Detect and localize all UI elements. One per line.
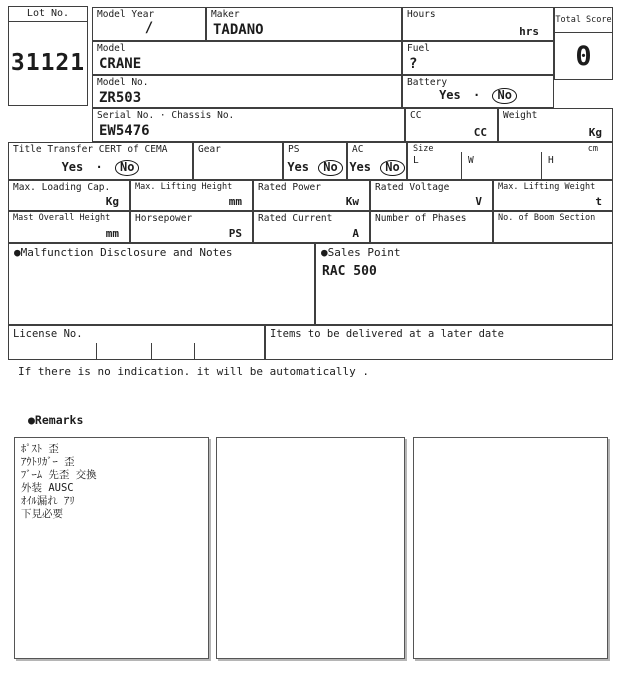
horsepower-unit: PS <box>228 227 242 240</box>
ps-yes: Yes <box>287 160 309 175</box>
title-transfer-label: Title Transfer CERT of CEMA <box>13 144 168 155</box>
ps-no-circled: No <box>318 160 342 176</box>
horsepower-cell <box>130 211 253 243</box>
hours-unit: hrs <box>519 25 539 38</box>
sales-point-label: ●Sales Point <box>321 246 401 259</box>
size-h-label: H <box>548 155 554 166</box>
total-score-label: Total Score <box>555 8 612 33</box>
cc-unit: CC <box>473 126 487 139</box>
battery-cell <box>402 75 554 108</box>
cc-cell <box>405 108 498 142</box>
total-score-value: 0 <box>575 40 592 72</box>
weight-label: Weight <box>503 110 538 121</box>
lot-label: Lot No. <box>9 7 87 22</box>
size-label: Size <box>413 144 434 154</box>
size-unit: cm <box>587 144 598 154</box>
hours-cell <box>402 7 554 41</box>
items-later-label: Items to be delivered at a later date <box>270 328 504 340</box>
serial-value: EW5476 <box>99 122 150 139</box>
license-cell <box>8 325 265 360</box>
ac-value <box>348 160 406 176</box>
rated-voltage-unit: V <box>475 195 482 208</box>
gear-label: Gear <box>198 144 221 155</box>
model-label: Model <box>97 43 126 54</box>
weight-unit: Kg <box>588 126 602 139</box>
remark-line: ﾎﾟｽﾄ 歪 <box>21 443 59 455</box>
remark-line: ｱｳﾄﾘｶﾞｰ 歪 <box>21 456 75 468</box>
max-lifting-height-cell <box>130 180 253 211</box>
ps-value <box>284 160 346 176</box>
hours-label: Hours <box>407 9 436 20</box>
license-divider-3 <box>194 343 195 359</box>
max-loading-cap-label: Max. Loading Cap. <box>13 182 111 193</box>
remarks-box-1 <box>14 437 209 659</box>
model-year-value: / <box>144 19 154 36</box>
lot-box <box>8 6 88 106</box>
model-cell <box>92 41 402 75</box>
ac-cell <box>347 142 407 180</box>
boom-section-label: No. of Boom Section <box>498 213 596 223</box>
sales-point-value: RAC 500 <box>322 263 377 279</box>
number-of-phases-cell <box>370 211 493 243</box>
cc-label: CC <box>410 110 422 121</box>
maker-cell <box>206 7 402 41</box>
battery-yes: Yes <box>439 88 461 103</box>
ac-yes: Yes <box>349 160 371 175</box>
max-lifting-height-unit: mm <box>228 195 242 208</box>
size-l-label: L <box>413 155 419 166</box>
ps-cell <box>283 142 347 180</box>
model-no-value: ZR503 <box>99 89 142 106</box>
remark-line: ﾌﾞｰﾑ 先歪 交換 <box>21 469 97 481</box>
size-w-label: W <box>468 155 474 166</box>
model-year-label: Model Year <box>97 9 155 20</box>
remark-line: 下見必要 <box>21 508 63 520</box>
items-later-cell <box>265 325 613 360</box>
remark-line: ｵｲﾙ漏れ ｱﾘ <box>21 495 75 507</box>
number-of-phases-label: Number of Phases <box>375 213 467 224</box>
remarks-label: ●Remarks <box>28 413 84 427</box>
serial-label: Serial No. · Chassis No. <box>97 110 235 121</box>
model-year-cell <box>92 7 206 41</box>
serial-cell <box>92 108 405 142</box>
max-lifting-height-label: Max. Lifting Height <box>135 182 233 192</box>
rated-current-cell <box>253 211 370 243</box>
mast-overall-height-cell <box>8 211 130 243</box>
rated-voltage-cell <box>370 180 493 211</box>
fuel-cell <box>402 41 554 75</box>
model-no-cell <box>92 75 402 108</box>
max-lifting-weight-label: Max. Lifting Weight <box>498 182 596 192</box>
rated-current-unit: A <box>352 227 359 240</box>
rated-power-cell <box>253 180 370 211</box>
remarks-box-3 <box>413 437 608 659</box>
model-value: CRANE <box>99 55 142 72</box>
fuel-value: ? <box>409 55 418 72</box>
ps-label: PS <box>288 144 300 155</box>
mast-overall-height-label: Mast Overall Height <box>13 213 111 223</box>
title-transfer-value <box>9 160 192 176</box>
battery-dot: · <box>473 88 481 103</box>
title-transfer-dot: · <box>95 160 103 175</box>
malfunction-label: ●Malfunction Disclosure and Notes <box>14 246 233 259</box>
license-divider-2 <box>151 343 152 359</box>
size-cell <box>407 142 613 180</box>
mast-overall-height-unit: mm <box>105 227 119 240</box>
license-label: License No. <box>13 328 83 340</box>
max-lifting-weight-unit: t <box>595 195 602 208</box>
remarks-box-2 <box>216 437 405 659</box>
lot-number: 31121 <box>10 50 86 76</box>
footnote-text: If there is no indication. it will be automatically . <box>18 365 369 378</box>
total-score-box <box>554 7 613 80</box>
horsepower-label: Horsepower <box>135 213 193 224</box>
sales-point-cell <box>315 243 613 325</box>
weight-cell <box>498 108 613 142</box>
battery-no-circled: No <box>492 88 516 104</box>
fuel-label: Fuel <box>407 43 430 54</box>
battery-label: Battery <box>407 77 448 88</box>
max-lifting-weight-cell <box>493 180 613 211</box>
battery-value <box>403 88 553 104</box>
boom-section-cell <box>493 211 613 243</box>
gear-cell <box>193 142 283 180</box>
rated-power-unit: Kw <box>345 195 359 208</box>
max-loading-cap-unit: Kg <box>105 195 119 208</box>
model-no-label: Model No. <box>97 77 149 88</box>
title-transfer-yes: Yes <box>61 160 84 175</box>
ac-no-circled: No <box>380 160 404 176</box>
rated-power-label: Rated Power <box>258 182 321 193</box>
size-divider-wh <box>541 152 542 179</box>
ac-label: AC <box>352 144 364 155</box>
malfunction-cell <box>8 243 315 325</box>
maker-label: Maker <box>211 9 240 20</box>
rated-current-label: Rated Current <box>258 213 333 224</box>
maker-value: TADANO <box>213 21 264 38</box>
max-loading-cap-cell <box>8 180 130 211</box>
size-divider-lw <box>461 152 462 179</box>
title-transfer-no-circled: No <box>115 160 139 176</box>
title-transfer-cell <box>8 142 193 180</box>
license-divider-1 <box>96 343 97 359</box>
remark-line: 外装 AUSC <box>21 482 74 494</box>
rated-voltage-label: Rated Voltage <box>375 182 450 193</box>
